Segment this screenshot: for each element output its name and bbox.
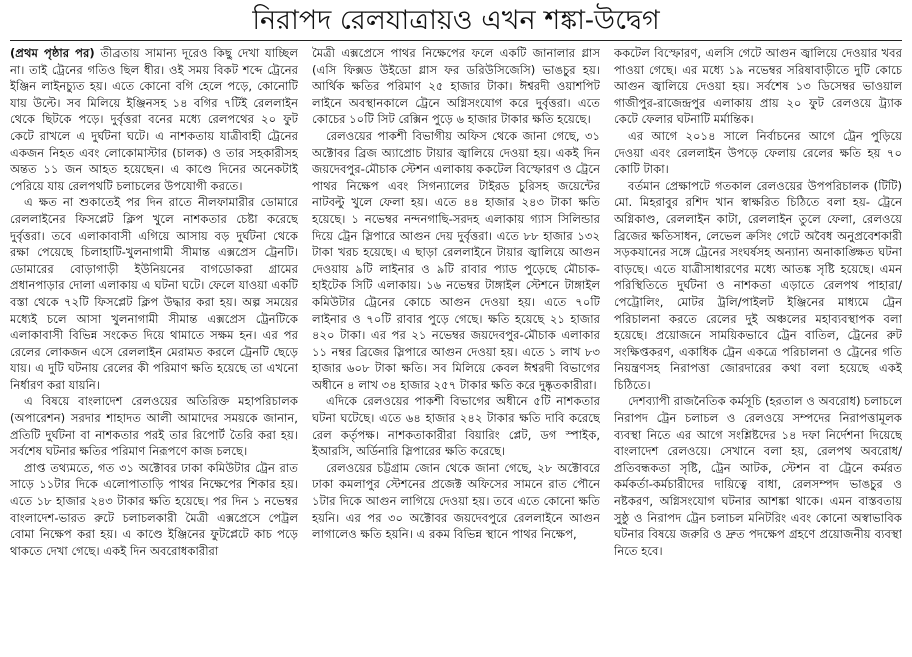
article-columns [10,45,902,657]
article-paragraph [614,178,902,394]
paragraph-text: প্রাপ্ত তথ্যমতে, গত ৩১ অক্টোবর ঢাকা কমিউটার ট্রেন রাত সাড়ে ১১টার দিকে এলোপাতাড়ি পাথর নিক্ষেপের শিকার হয়। এতে ১৮ হাজার ২৪৩ টাকার ক্ষতি হয়েছে। পর দিন ১ নভেম্বর বাংলাদেশ-ভারত রুটে চলাচলকারী মৈত্রী এক্সপ্রেসে পেট্রল বোমা নিক্ষেপ করা হয়। এ কাণ্ডে ইঞ্জিনের ফুটপ্লেটে কাচ পড়ে থাকতে দেখা গেছে। একই দিন অবরোধকারীরা [10,460,298,558]
paragraph-text: দেশব্যাপী রাজনৈতিক কর্মসূচি (হরতাল ও অবরোধ) চলাচলে নিরাপদ ট্রেন চলাচল ও রেলওয়ে সম্পদের নিরাপত্তামূলক ব্যবস্থা নিতে এর আগে সংশ্লিষ্টদের ১৪ দফা নির্দেশনা দিয়েছে বাংলাদেশ রেলওয়ে। সেখানে বলা হয়, রেলপথ অবরোধ/প্রতিবন্ধকতা সৃষ্টি, ট্রেন আটক, স্টেশন বা ট্রেনে কর্মরত কর্মকর্তা-কর্মচারীদের দায়িত্বে বাধা, রেলসম্পদ ভাঙচুর ও নষ্টকরণ, অগ্নিসংযোগ ঘটনার আশঙ্কা থাকে। এমন বাস্তবতায় সুষ্ঠু ও নিরাপদ ট্রেন চলাচল মনিটরিং এবং কোনো অস্বাভাবিক ঘটনার বিষয়ে জরুরি ও দ্রুত পদক্ষেপ গ্রহণে প্রয়োজনীয় ব্যবস্থা নিতে হবে। [614,394,902,558]
paragraph-text: এর আগে ২০১৪ সালে নির্বাচনের আগে ট্রেন পুড়িয়ে দেওয়া এবং রেললাইন উপড়ে ফেলায় রেলের ক্ষতি হয় ৭০ কোটি টাকা। [614,128,902,177]
article-column-1 [10,45,298,657]
article-column-2 [312,45,600,657]
article-paragraph [10,194,298,393]
article-paragraph [10,393,298,459]
article-paragraph [312,128,600,394]
paragraph-text: রেলওয়ের চট্টগ্রাম জোন থেকে জানা গেছে, ২৮ অক্টোবরে ঢাকা কমলাপুর স্টেশনের প্রজেক্ট অফিসের সামনে রাত পৌনে ১টার দিকে আগুন লাগিয়ে দেওয়া হয়। তবে এতে কোনো ক্ষতি হয়নি। এর পর ৩০ অক্টোবর জয়দেবপুরে রেললাইনে আগুন লাগালেও ক্ষতি হয়নি। এ রকম বিভিন্ন স্থানে পাথর নিক্ষেপ, [312,460,600,542]
paragraph-text: বর্তমান প্রেক্ষাপটে গতকাল রেলওয়ের উপপরিচালক (টিটি) মো. মিহরাবুর রশিদ খান স্বাক্ষরিত চিঠিতে বলা হয়- ট্রেনে অগ্নিকাণ্ড, রেললাইন কাটা, রেললাইন তুলে ফেলা, রেলওয়ে ব্রিজের ক্ষতিসাধন, লেভেল ক্রসিং গেটে অবৈধ অনুপ্রবেশকারী সড়কযানের সঙ্গে ট্রেনের সংঘর্ষসহ অন্যান্য অনাকাঙ্ক্ষিত ঘটনা বাড়ছে। এতে যাত্রীসাধারণের মধ্যে আতঙ্ক সৃষ্টি হয়েছে। এমন পরিস্থিতিতে দুর্ঘটনা ও নাশকতা এড়াতে রেলপথ পাহারা/ পেট্রোলিং, মোটর ট্রলি/পাইলট ইঞ্জিনের মাধ্যমে ট্রেন পরিচালনা করতে রেলের দুই অঞ্চলের মহাব্যবস্থাপক বলা হয়েছে। প্রয়োজনে সাময়িকভাবে ট্রেন বাতিল, ট্রেনের রুট সংক্ষিপ্তকরণ, একাধিক ট্রেন একত্রে পরিচালনা ও ট্রেনের গতি নিয়ন্ত্রণসহ নিরাপত্তা জোরদারের কথা বলা হয়েছে একই চিঠিতে। [614,178,902,392]
paragraph-text: মৈত্রী এক্সপ্রেসে পাথর নিক্ষেপের ফলে একটি জানালার গ্লাস (এসি ফিক্সড উইডো গ্লাস ফর ডরিউসিজেসি) ভাঙচুর হয়। আর্থিক ক্ষতির পরিমাণ ২৫ হাজার টাকা। ঈশ্বরদী ওয়াশপিট লাইনে অবস্থানকালে ট্রেনে অগ্নিসংযোগ করে দুর্বৃত্তরা। এতে কোচের ১০টি সিট রেক্সিন পুড়ে ৬ হাজার টাকার ক্ষতি হয়েছে। [312,46,600,127]
paragraph-text: এ ক্ষত না শুকাতেই পর দিন রাতে নীলফামারীর ডোমারে রেললাইনের ফিসপ্লেট ক্লিপ খুলে নাশকতার চেষ্টা করেছে দুর্বৃত্তরা। তবে এলাকাবাসী এগিয়ে আসায় বড় দুর্ঘটনা থেকে রক্ষা পেয়েছে চিলাহাটি-খুলনাগামী সীমান্ত এক্সপ্রেস ট্রেনটি। ডোমারের বোড়াগাড়ী ইউনিয়নের বাগডোকরা গ্রামের প্রধানপাড়ার দোলা এলাকায় এ ঘটনা ঘটে। ফেলে যাওয়া একটি বস্তা থেকে ৭২টি ফিসপ্লেট ক্লিপ উদ্ধার করা হয়। অল্প সময়ের মধ্যেই চলে আসা খুলনাগামী সীমান্ত এক্সপ্রেস ট্রেনটিকে এলাকাবাসী বিভিন্ন সংকেত দিয়ে থামাতে সক্ষম হন। এর পর রেলের লোকজন এসে রেললাইন মেরামত করলে ট্রেনটি ছেড়ে যায়। এ দুটি ঘটনায় রেলের কী পরিমাণ ক্ষতি হয়েছে তা এখনো নির্ধারণ করা যায়নি। [10,195,298,392]
paragraph-text: রেলওয়ের পাকশী বিভাগীয় অফিস থেকে জানা গেছে, ৩১ অক্টোবর ব্রিজ অ্যাপ্রোচ টায়ার জ্বালিয়ে দেওয়া হয়। একই দিন জয়দেবপুর-মৌচাক স্টেশন এলাকায় ককটেল বিস্ফোরণ ও ট্রেনে পাথর নিক্ষেপ এবং সিগন্যালের টাইরড চুরিসহ জয়েন্টের নাটবল্টু খুলে ফেলা হয়। এতে ৪৪ হাজার ২৪৩ টাকা ক্ষতি হয়েছে। ১ নভেম্বর নন্দনগাছি-সরদহ এলাকায় গ্যাস সিলিন্ডার দিয়ে ট্রেন স্লিপারে আগুন দেয় দুর্বৃত্তরা। এতে ৮৮ হাজার ১৩২ টাকা খরচ হয়েছে। এ ছাড়া রেললাইনে টায়ার জ্বালিয়ে আগুন দেওয়ায় ৯টি লাইনার ও ৯টি রাবার প্যাড পুড়েছে মৌচাক-হাইটেক সিটি এলাকায়। ১৬ নভেম্বর টাঙ্গাইল স্টেশনে টাঙ্গাইল কমিউটার ট্রেনের কোচে আগুন দেওয়া হয়। এতে ৭০টি লাইনার ও ৭০টি রাবার পুড়ে গেছে। ক্ষতি হয়েছে ২১ হাজার ৪২০ টাকা। এর পর ২১ নভেম্বর জয়দেবপুর-মৌচাক এলাকার ১১ নম্বর ব্রিজের স্লিপারে আগুন দেওয়া হয়। এতে ১ লাখ ৮৩ হাজার ৬০৮ টাকা ক্ষতি। সব মিলিয়ে কেবল ঈশ্বরদী বিভাগের অধীনে ৪ লাখ ৩৪ হাজার ২৫৭ টাকার ক্ষতি করে দুষ্কৃতকারীরা। [312,128,600,392]
article-paragraph [312,460,600,543]
article-paragraph [10,45,298,194]
paragraph-text: এদিকে রেলওয়ের পাকশী বিভাগের অধীনে ৫টি নাশকতার ঘটনা ঘটেছে। এতে ৬৪ হাজার ২৪২ টাকার ক্ষতি দাবি করেছে রেল কর্তৃপক্ষ। নাশকতাকারীরা বিয়ারিং প্লেট, ডগ স্পাইক, ইআরসি, অর্ডিনারি স্লিপারের ক্ষতি করেছে। [312,394,600,459]
article-paragraph [614,393,902,559]
article-headline: নিরাপদ রেলযাত্রায়ও এখন শঙ্কা-উদ্বেগ [252,5,660,36]
paragraph-text: ককটেল বিস্ফোরণ, এলসি গেটে আগুন জ্বালিয়ে দেওয়ার খবর পাওয়া গেছে। এর মধ্যে ১৯ নভেম্বর সরিষাবাড়ীতে দুটি কোচে আগুন জ্বালিয়ে দেওয়া হয়। সর্বশেষ ১৩ ডিসেম্বর ভাওয়াল গাজীপুর-রাজেন্দ্রপুর এলাকায় প্রায় ২০ ফুট রেলওয়ে ট্র্যাক কেটে ফেলার ঘটনাটি মর্মান্তিক। [614,46,902,127]
continuation-lead: (প্রথম পৃষ্ঠার পর) [10,46,95,60]
article-column-3 [614,45,902,657]
headline-rule [10,40,902,41]
article-paragraph [614,45,902,128]
article-paragraph [312,393,600,459]
article-paragraph [312,45,600,128]
article-paragraph [10,460,298,560]
paragraph-text: তীব্রতায় সামান্য দূরেও কিছু দেখা যাচ্ছিল না। তাই ট্রেনের গতিও ছিল ধীর। ওই সময় বিকট শব্দে ট্রেনের ইঞ্জিন লাইনচ্যুত হয়। এতে কোনো বগি হেলে পড়ে, কোনোটি যায় উল্টে। সব মিলিয়ে ইঞ্জিনসহ ১৪ বগির ৭টিই রেললাইন থেকে ছিটকে পড়ে। দুর্বৃত্তরা বনের মধ্যে রেলপথের ২০ ফুট কেটে রাখলে এ দুর্ঘটনা ঘটে। এ নাশকতায় যাত্রীবাহী ট্রেনের একজন নিহত এবং লোকোমাস্টার (চালক) ও তার সহকারীসহ অন্তত ১১ জন আহত হয়েছেন। এ কাণ্ডে দিনের অনেকটাই পেরিয়ে যায় রেলপথটি চলাচলের উপযোগী করতে। [10,46,298,193]
article-paragraph [614,128,902,178]
paragraph-text: এ বিষয়ে বাংলাদেশ রেলওয়ের অতিরিক্ত মহাপরিচালক (অপারেশন) সরদার শাহাদত আলী আমাদের সময়কে জানান, প্রতিটি দুর্ঘটনা বা নাশকতার পরই তার রিপোর্ট তৈরি করা হয়। সর্বশেষ ঘটনার ক্ষতির পরিমাণ নিরূপণে কাজ চলছে। [10,394,298,459]
